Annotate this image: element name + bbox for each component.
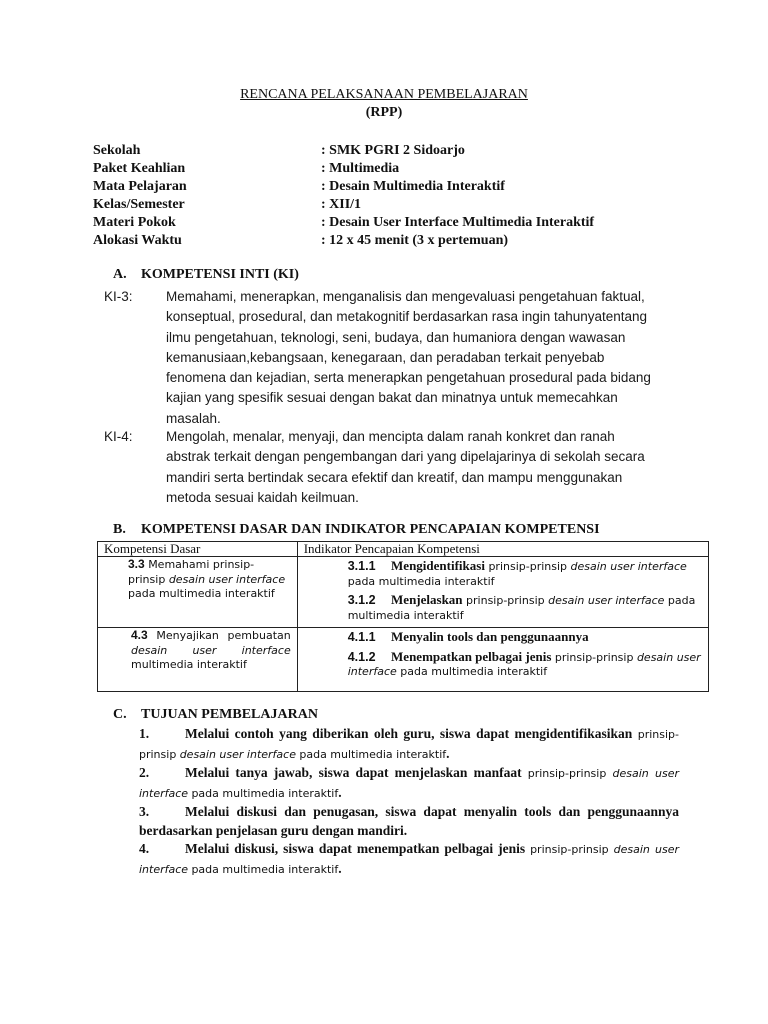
section-c-heading [113, 707, 318, 723]
goal-text: Melalui tanya jawab, siswa dapat menjelaskan manfaat [185, 765, 522, 780]
goal-italic: desain user interface [179, 747, 296, 761]
section-letter: A. [113, 267, 127, 282]
goal-end: . [338, 784, 342, 800]
goal-plain-text: pada multimedia interaktif [299, 747, 447, 761]
indicator-item [348, 630, 702, 646]
goal-text: Melalui diskusi, siswa dapat menempatkan pelbagai jenis [185, 841, 526, 856]
meta-key: Materi Pokok [93, 215, 176, 230]
goal-item [139, 840, 679, 879]
section-title: TUJUAN PEMBELAJARAN [141, 707, 318, 722]
meta-row-kelas-semester [93, 196, 693, 214]
ki-line: konseptual, prosedural, dan metakognitif berdasarkan rasa ingin tahunyatentang [166, 309, 648, 325]
section-letter: B. [113, 522, 126, 537]
goal-text: Melalui diskusi dan penugasan, siswa dapat menyalin tools dan penggunaannya berdasarkan penjelasan guru dengan mandiri. [139, 804, 679, 838]
meta-key: Paket Keahlian [93, 161, 186, 176]
indicator-cell [297, 628, 708, 692]
indicator-number: 3.1.2 [347, 593, 376, 607]
goal-item [139, 764, 679, 803]
goal-item [139, 725, 679, 764]
kd-text: multimedia interaktif [131, 658, 247, 671]
kd-text: Menyajikan pembuatan [156, 629, 291, 642]
meta-value: : Desain User Interface Multimedia Interaktif [321, 215, 595, 230]
meta-value: : SMK PGRI 2 Sidoarjo [321, 143, 465, 158]
indicator-italic: desain user interface [548, 594, 665, 607]
indicator-text: pada multimedia interaktif [347, 594, 696, 622]
ki-line: mandiri serta bertindak secara efektif dan kreatif, dan mampu menggunakan [166, 469, 623, 485]
ki-text [166, 287, 686, 429]
goal-plain-text: pada multimedia interaktif [191, 862, 339, 876]
indicator-text: prinsip-prinsip [554, 650, 634, 664]
ki-text [166, 427, 686, 508]
indicator-verb: Mengidentifikasi [391, 558, 485, 573]
kd-number: 3.3 [128, 557, 145, 571]
indicator-item [348, 593, 702, 623]
document-subtitle: (RPP) [365, 105, 403, 120]
indicator-cell [297, 557, 708, 628]
table-row [98, 557, 709, 628]
ki-line: fenomena dan kejadian, serta menerapkan pengetahuan prosedural pada bidang [166, 370, 651, 386]
goals-list [139, 725, 679, 879]
section-title: KOMPETENSI DASAR DAN INDIKATOR PENCAPAIAN KOMPETENSI [141, 522, 600, 537]
ki-line: ilmu pengetahuan, teknologi, seni, budaya, dan humaniora dengan wawasan [166, 329, 626, 345]
goal-italic: desain user interface [139, 767, 679, 800]
goal-plain-text: prinsip-prinsip [530, 843, 609, 856]
goal-plain-text: pada multimedia interaktif [191, 786, 339, 800]
column-header: Indikator Pencapaian Kompetensi [297, 542, 708, 557]
ki-line: Mengolah, menalar, menyaji, dan mencipta dalam ranah konkret dan ranah [166, 429, 615, 444]
indicator-italic: desain user interface [347, 650, 701, 678]
section-b-heading [113, 522, 600, 538]
goal-number: 2. [139, 765, 150, 780]
kd-cell [98, 557, 298, 628]
indicator-verb: Menempatkan pelbagai jenis [391, 648, 552, 664]
meta-key: Alokasi Waktu [93, 233, 182, 248]
goal-plain-text: prinsip-prinsip [139, 728, 680, 761]
column-header: Kompetensi Dasar [98, 542, 298, 557]
meta-value: : Multimedia [321, 161, 400, 176]
indicator-verb: Menjelaskan [391, 592, 463, 607]
indicator-number: 3.1.1 [347, 559, 376, 573]
ki-code: KI-4: [104, 429, 133, 444]
indicator-item [348, 650, 702, 680]
identity-block [93, 142, 693, 250]
ki-line: abstrak terkait dengan pengembangan dari yang dipelajarinya di sekolah secara [166, 449, 645, 465]
kd-cell [98, 628, 298, 692]
meta-row-sekolah [93, 142, 693, 160]
ki-line: masalah. [166, 410, 221, 426]
goal-number: 3. [139, 804, 150, 819]
indicator-number: 4.1.1 [347, 630, 376, 644]
section-title: KOMPETENSI INTI (KI) [141, 267, 299, 282]
indicator-verb: Menyalin tools dan penggunaannya [391, 629, 589, 644]
goal-plain-text: prinsip-prinsip [527, 767, 607, 780]
section-letter: C. [113, 707, 127, 722]
goal-number: 4. [139, 841, 150, 856]
indicator-text: pada multimedia interaktif [347, 574, 495, 588]
table-row [98, 628, 709, 692]
meta-key: Kelas/Semester [93, 197, 185, 212]
goal-end: . [338, 860, 342, 876]
meta-key: Mata Pelajaran [93, 179, 187, 194]
meta-row-mata-pelajaran [93, 178, 693, 196]
kd-text: pada multimedia interaktif [128, 587, 275, 600]
goal-italic: desain user interface [139, 843, 679, 876]
meta-value: : Desain Multimedia Interaktif [321, 179, 505, 194]
ki-code: KI-3: [104, 289, 133, 304]
goal-item [139, 803, 679, 840]
table-header-row [98, 542, 709, 557]
indicator-italic: desain user interface [570, 560, 687, 573]
kd-text: Memahami prinsip-prinsip [128, 558, 255, 586]
meta-row-materi-pokok [93, 214, 693, 232]
ki-line: metoda sesuai kaidah keilmuan. [166, 489, 359, 505]
meta-row-paket-keahlian [93, 160, 693, 178]
document-title: RENCANA PELAKSANAAN PEMBELAJARAN [240, 87, 528, 102]
ki-line: kemanusiaan,kebangsaan, kenegaraan, dan peradaban terkait penyebab [166, 349, 605, 365]
indicator-text: prinsip-prinsip [488, 560, 568, 573]
kd-italic: desain user interface [168, 572, 286, 586]
kd-italic: desain user interface [131, 643, 291, 657]
indicator-text: prinsip-prinsip [466, 594, 545, 607]
goal-end: . [446, 745, 450, 761]
kd-number: 4.3 [131, 628, 148, 642]
meta-key: Sekolah [93, 143, 141, 158]
indicator-text: pada multimedia interaktif [400, 665, 548, 678]
competency-table [97, 541, 709, 692]
meta-value: : XII/1 [321, 197, 362, 212]
ki-line: Memahami, menerapkan, menganalisis dan mengevaluasi pengetahuan faktual, [166, 289, 645, 304]
indicator-item [348, 559, 702, 589]
meta-value: : 12 x 45 menit (3 x pertemuan) [321, 233, 509, 248]
goal-text: Melalui contoh yang diberikan oleh guru, siswa dapat mengidentifikasikan [185, 726, 633, 741]
meta-row-alokasi-waktu [93, 232, 693, 250]
section-a-heading [113, 267, 299, 283]
indicator-number: 4.1.2 [347, 649, 376, 664]
ki-line: kajian yang spesifik sesuai dengan bakat dan minatnya untuk memecahkan [166, 390, 618, 406]
goal-number: 1. [139, 726, 150, 741]
